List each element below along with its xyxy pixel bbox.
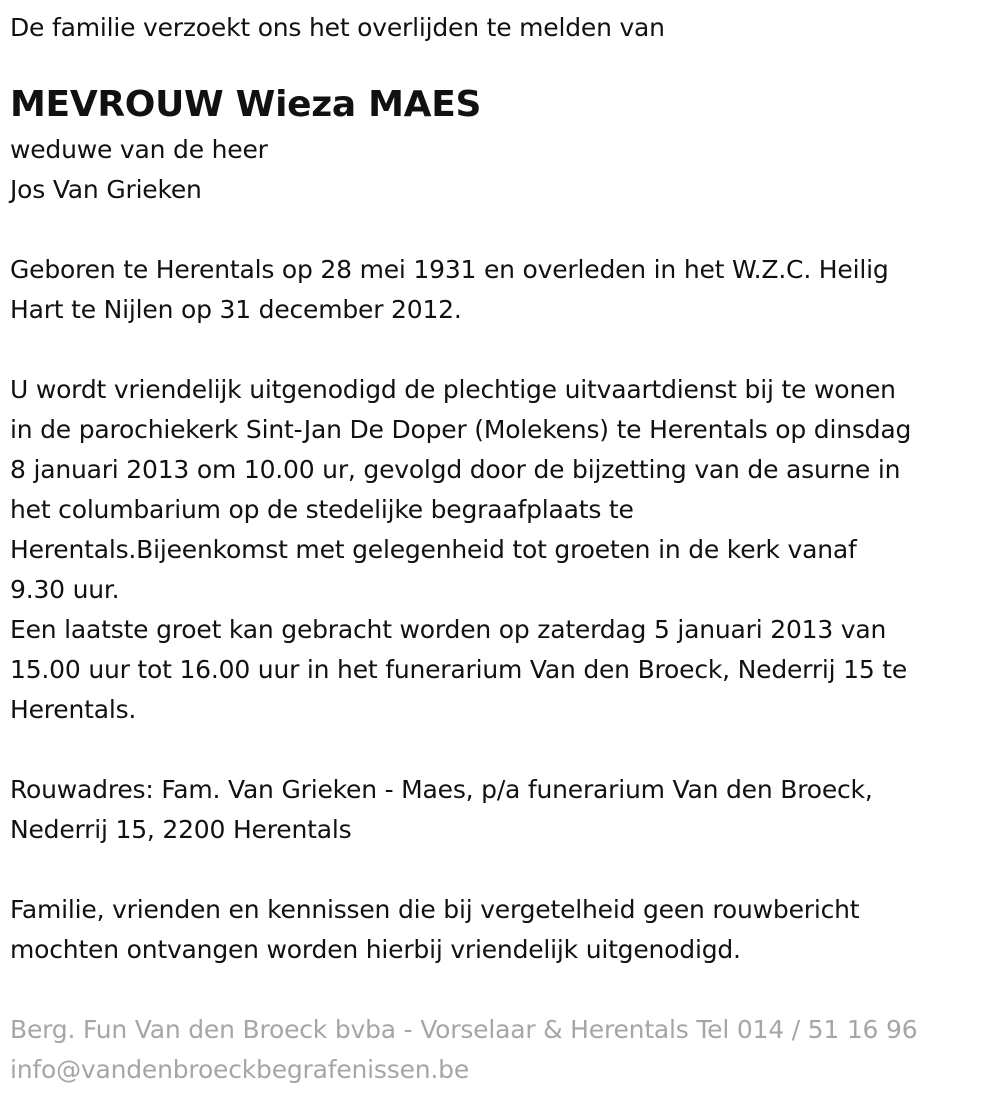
paragraph-line: U wordt vriendelijk uitgenodigd de plechtige uitvaartdienst bij te wonen: [10, 375, 896, 404]
paragraph-line: Familie, vrienden en kennissen die bij vergetelheid geen rouwbericht: [10, 895, 860, 924]
paragraph-line: in de parochiekerk Sint-Jan De Doper (Molekens) te Herentals op dinsdag: [10, 415, 912, 444]
paragraph-line: het columbarium op de stedelijke begraafplaats te: [10, 495, 634, 524]
death-notice: [10, 8, 990, 1090]
paragraph-line: Rouwadres: Fam. Van Grieken - Maes, p/a funerarium Van den Broeck,: [10, 775, 873, 804]
paragraph-line: Herentals.: [10, 695, 137, 724]
paragraph-line: Herentals.Bijeenkomst met gelegenheid tot groeten in de kerk vanaf: [10, 535, 857, 564]
paragraph-line: mochten ontvangen worden hierbij vriendelijk uitgenodigd.: [10, 935, 741, 964]
spacer: [10, 970, 990, 1010]
spouse-name: Jos Van Grieken: [10, 175, 202, 204]
paragraph-line: Een laatste groet kan gebracht worden op zaterdag 5 januari 2013 van: [10, 615, 887, 644]
spouse-line: weduwe van de heer: [10, 135, 268, 164]
paragraph-line: 8 januari 2013 om 10.00 ur, gevolgd door de bijzetting van de asurne in: [10, 455, 901, 484]
birth-death-paragraph: [10, 250, 990, 330]
spacer: [10, 330, 990, 370]
paragraph-line: 9.30 uur.: [10, 575, 120, 604]
spacer: [10, 850, 990, 890]
paragraph-line: Nederrij 15, 2200 Herentals: [10, 815, 352, 844]
intro-text: De familie verzoekt ons het overlijden te melden van: [10, 13, 665, 42]
invitation-paragraph: [10, 890, 990, 970]
paragraph-line: Hart te Nijlen op 31 december 2012.: [10, 295, 462, 324]
funeral-home-footer: [10, 1010, 990, 1090]
paragraph-line: 15.00 uur tot 16.00 uur in het funerarium Van den Broeck, Nederrij 15 te: [10, 655, 908, 684]
funeral-home-contact: Berg. Fun Van den Broeck bvba - Vorselaar & Herentals Tel 014 / 51 16 96: [10, 1015, 918, 1044]
service-paragraph: [10, 370, 990, 730]
spacer: [10, 210, 990, 250]
funeral-home-email: info@vandenbroeckbegrafenissen.be: [10, 1055, 470, 1084]
paragraph-line: Geboren te Herentals op 28 mei 1931 en overleden in het W.Z.C. Heilig: [10, 255, 889, 284]
deceased-name: MEVROUW Wieza MAES: [10, 84, 482, 125]
mourning-address: [10, 770, 990, 850]
spacer: [10, 730, 990, 770]
